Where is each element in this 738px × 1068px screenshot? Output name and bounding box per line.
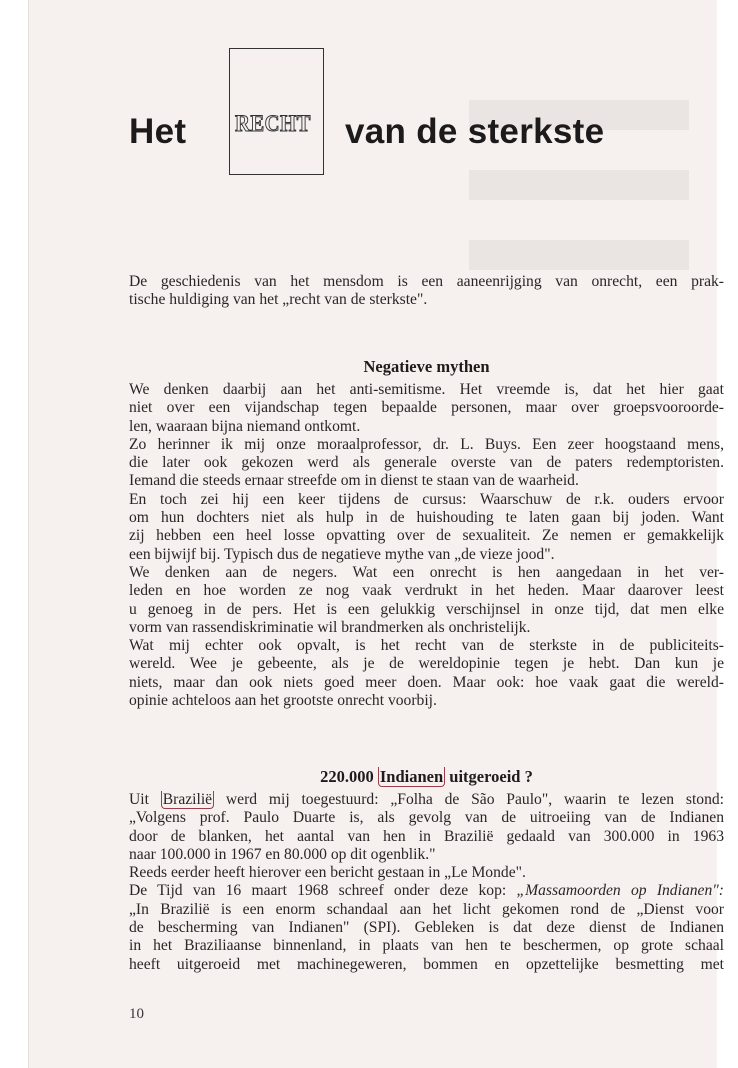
heading-part: 220.000: [320, 767, 378, 786]
text-line: En toch zei hij een keer tijdens de cursus: Waarschuw de r.k. ouders ervoor: [129, 490, 724, 508]
text-line: [129, 882, 724, 900]
text-line: niets, maar dan ook niets goed meer doen. Maar ook: hoe vaak gaat die wereld-: [129, 673, 724, 691]
section-heading-negatieve-mythen: Negatieve mythen: [363, 357, 490, 376]
text-line: leden en hoe worden ze nog vaak verdrukt in het heden. Maar daarover leest: [129, 582, 724, 600]
annotated-word-indianen: Indianen: [379, 767, 444, 786]
document-page: [28, 0, 724, 1068]
text-line: Reeds eerder heeft hierover een bericht gestaan in „Le Monde".: [129, 864, 526, 882]
heading-part: uitgeroeid ?: [445, 767, 533, 786]
recht-logo-text: RECHT: [235, 111, 311, 136]
text-line: in het Braziliaanse binnenland, in plaats van hen te beschermen, op grote schaal: [129, 937, 724, 955]
text-line: De geschiedenis van het mensdom is een aaneenrijging van onrecht, een prak-: [129, 273, 724, 290]
quoted-headline: „Massamoorden op Indianen":: [516, 882, 724, 900]
text-line: een bijwijf bij. Typisch dus de negatieve mythe van „de vieze jood".: [129, 545, 555, 563]
text-line: Wat mij echter ook opvalt, is het recht van de sterkste in de publiciteits-: [129, 637, 724, 655]
text-line: zij hebben een heel losse opvatting over de sexualiteit. Ze nemen er gemakkelijk: [129, 527, 724, 545]
text-line: naar 100.000 in 1967 en 80.000 op dit ogenblik.": [129, 845, 436, 863]
text-line: u genoeg in de pers. Het is een gelukkig verschijnsel in onze tijd, dat men elke: [129, 600, 724, 618]
text-line: „In Brazilië is een enorm schandaal aan het licht gekomen rond de „Dienst voor: [129, 900, 724, 918]
text-line: len, waaraan bijna niemand ontkomt.: [129, 417, 361, 435]
text-line: We denken daarbij aan het anti-semitisme. Het vreemde is, dat het hier gaat: [129, 381, 724, 398]
section2-body: [129, 791, 724, 974]
intro-paragraph: [129, 273, 724, 310]
annotated-word-brazilie: Brazilië: [162, 791, 213, 808]
text-line: niet over een vijandschap tegen bepaalde personen, maar over groepsvooroorde-: [129, 399, 724, 417]
text-line: opinie achteloos aan het grootste onrecht voorbij.: [129, 692, 437, 710]
title-rest: van de sterkste: [345, 112, 605, 151]
text-line: heeft uitgeroeid met machinegeweren, bommen en opzettelijke besmetting met: [129, 955, 724, 973]
recht-logo-box: [229, 48, 324, 175]
text-line: Zo herinner ik mij onze moraalprofessor, dr. L. Buys. Een zeer hoogstaand mens,: [129, 435, 724, 453]
title-word-het: Het: [129, 112, 187, 151]
text-line: vorm van rassendiskriminatie wil brandmerken als onchristelijk.: [129, 618, 531, 636]
section-heading-indianen: [129, 767, 724, 787]
text-line: [129, 791, 724, 809]
section1-body: [129, 381, 724, 710]
text-part: Uit: [129, 791, 161, 808]
text-part: werd mij toegestuurd: „Folha de São Paulo", waarin te lezen stond:: [214, 791, 724, 808]
text-line: „Volgens prof. Paulo Duarte is, als gevolg van de uitroeiing van de Indianen: [129, 809, 724, 827]
text-line: die later ook gekozen werd als generale overste van de paters redemptoristen.: [129, 454, 724, 472]
show-through-shadow: [469, 60, 689, 270]
text-part: De Tijd van 16 maart 1968 schreef onder deze kop:: [129, 882, 517, 900]
text-line: wereld. Wee je gebeente, als je de wereldopinie tegen je hebt. Dan kun je: [129, 655, 724, 673]
text-line: de bescherming van Indianen" (SPI). Gebleken is dat deze dienst de Indianen: [129, 919, 724, 937]
page-number: 10: [129, 1006, 144, 1022]
text-line: We denken aan de negers. Wat een onrecht is hen aangedaan in het ver-: [129, 563, 724, 581]
text-line: door de blanken, het aantal van hen in Brazilië gedaald van 300.000 in 1963: [129, 827, 724, 845]
text-line: om hun dochters niet als hulp in de huishouding te laten gaan bij joden. Want: [129, 509, 724, 527]
text-line: tische huldiging van het „recht van de sterkste".: [129, 291, 428, 309]
text-line: Iemand die steeds ernaar streefde om in dienst te staan van de waarheid.: [129, 472, 579, 490]
